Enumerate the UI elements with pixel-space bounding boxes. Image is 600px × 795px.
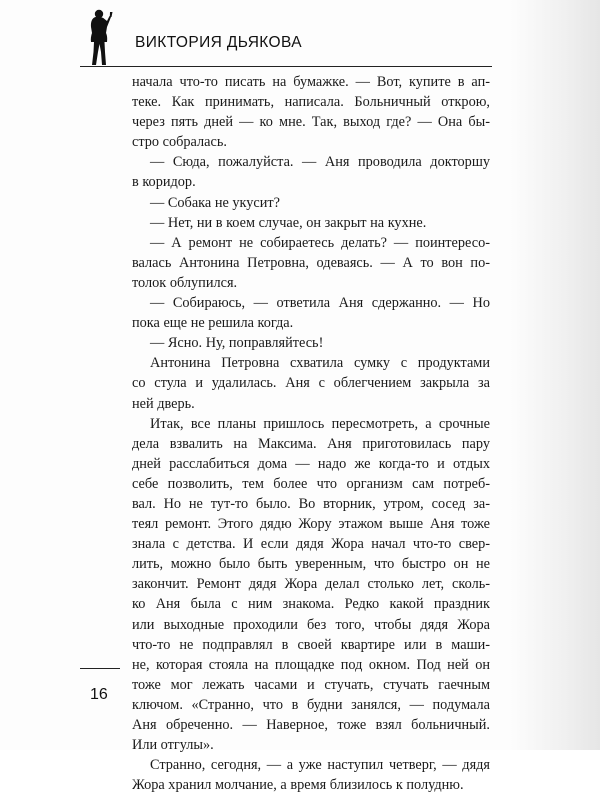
text-line: через пять дней — ко мне. Так, выход где? — Она бы- bbox=[132, 114, 490, 131]
text-line: — Собака не укусит? bbox=[150, 194, 281, 211]
text-line: вал. Но не тут-то было. Во вторник, утром, сосед за- bbox=[132, 495, 490, 512]
text-line: — А ремонт не собираетесь делать? — поинтересо- bbox=[150, 234, 490, 251]
text-line: закончит. Ремонт дядя Жора делал столько лет, сколь- bbox=[132, 576, 490, 593]
text-line: знала с детства. И если дядя Жора начал что-то свер- bbox=[132, 536, 490, 553]
text-line: что-то не подправлял в своей квартире или в маши- bbox=[132, 636, 490, 653]
page-number: 16 bbox=[90, 686, 108, 703]
text-line: ко Аня была с ним знакома. Редко какой праздник bbox=[132, 596, 490, 613]
text-line: лить, можно было быть уверенным, что быстро он не bbox=[132, 556, 490, 573]
text-line: Итак, все планы пришлось пересмотреть, а срочные bbox=[150, 415, 490, 432]
text-line: — Сюда, пожалуйста. — Аня проводила докторшу bbox=[150, 154, 490, 171]
text-line: Или отгулы». bbox=[132, 737, 214, 754]
text-line: или выходные проходили без того, чтобы дядя Жора bbox=[132, 616, 490, 633]
page-edge-shadow bbox=[510, 0, 600, 750]
text-line: начала что-то писать на бумажке. — Вот, купите в ап- bbox=[132, 74, 490, 90]
woman-silhouette-icon bbox=[80, 8, 118, 66]
running-header-author: ВИКТОРИЯ ДЬЯКОВА bbox=[135, 34, 302, 51]
text-line: валась Антонина Петровна, одеваясь. — А то вон по- bbox=[132, 254, 490, 271]
text-line: Странно, сегодня, — а уже наступил четверг, — дядя bbox=[150, 757, 490, 774]
text-line: в коридор. bbox=[132, 174, 196, 191]
text-line: себе позволить, тем более что организм сам потреб- bbox=[132, 475, 490, 492]
text-line: — Собираюсь, — ответила Аня сдержанно. — Но bbox=[150, 295, 490, 312]
text-line: Жора хранил молчание, а время близилось к полудню. bbox=[132, 777, 464, 794]
text-line: ней дверь. bbox=[132, 395, 195, 412]
text-line: пока еще не решила когда. bbox=[132, 315, 294, 332]
text-line: — Ясно. Ну, поправляйтесь! bbox=[150, 335, 324, 352]
text-line: стро собралась. bbox=[132, 134, 227, 151]
text-line: со стула и удалилась. Аня с облегчением закрыла за bbox=[132, 375, 490, 392]
text-line: дней расслабиться дома — надо же когда-то и отдых bbox=[132, 455, 490, 472]
text-line: ключом. «Странно, что в будни занялся, — подумала bbox=[132, 696, 490, 713]
header-rule bbox=[80, 66, 492, 67]
footer-rule bbox=[80, 668, 120, 669]
text-line: толок облупился. bbox=[132, 274, 238, 291]
text-line: теял ремонт. Этого дядю Жору этажом выше Аня тоже bbox=[132, 516, 490, 533]
text-line: тоже мог лежать часами и стучать, стучать гаечным bbox=[132, 676, 490, 693]
text-line: Антонина Петровна схватила сумку с продуктами bbox=[150, 355, 490, 372]
body-text bbox=[132, 72, 490, 795]
text-line: — Нет, ни в коем случае, он закрыт на кухне. bbox=[150, 214, 427, 231]
text-line: не, которая стояла на площадке под окном. Под ней он bbox=[132, 656, 490, 673]
text-line: Аня обреченно. — Наверное, тоже взял больничный. bbox=[132, 717, 490, 733]
text-line: дела взвалить на Максима. Аня приготовилась пару bbox=[132, 435, 490, 452]
text-line: теке. Как принимать, написала. Больничный открою, bbox=[132, 94, 490, 111]
